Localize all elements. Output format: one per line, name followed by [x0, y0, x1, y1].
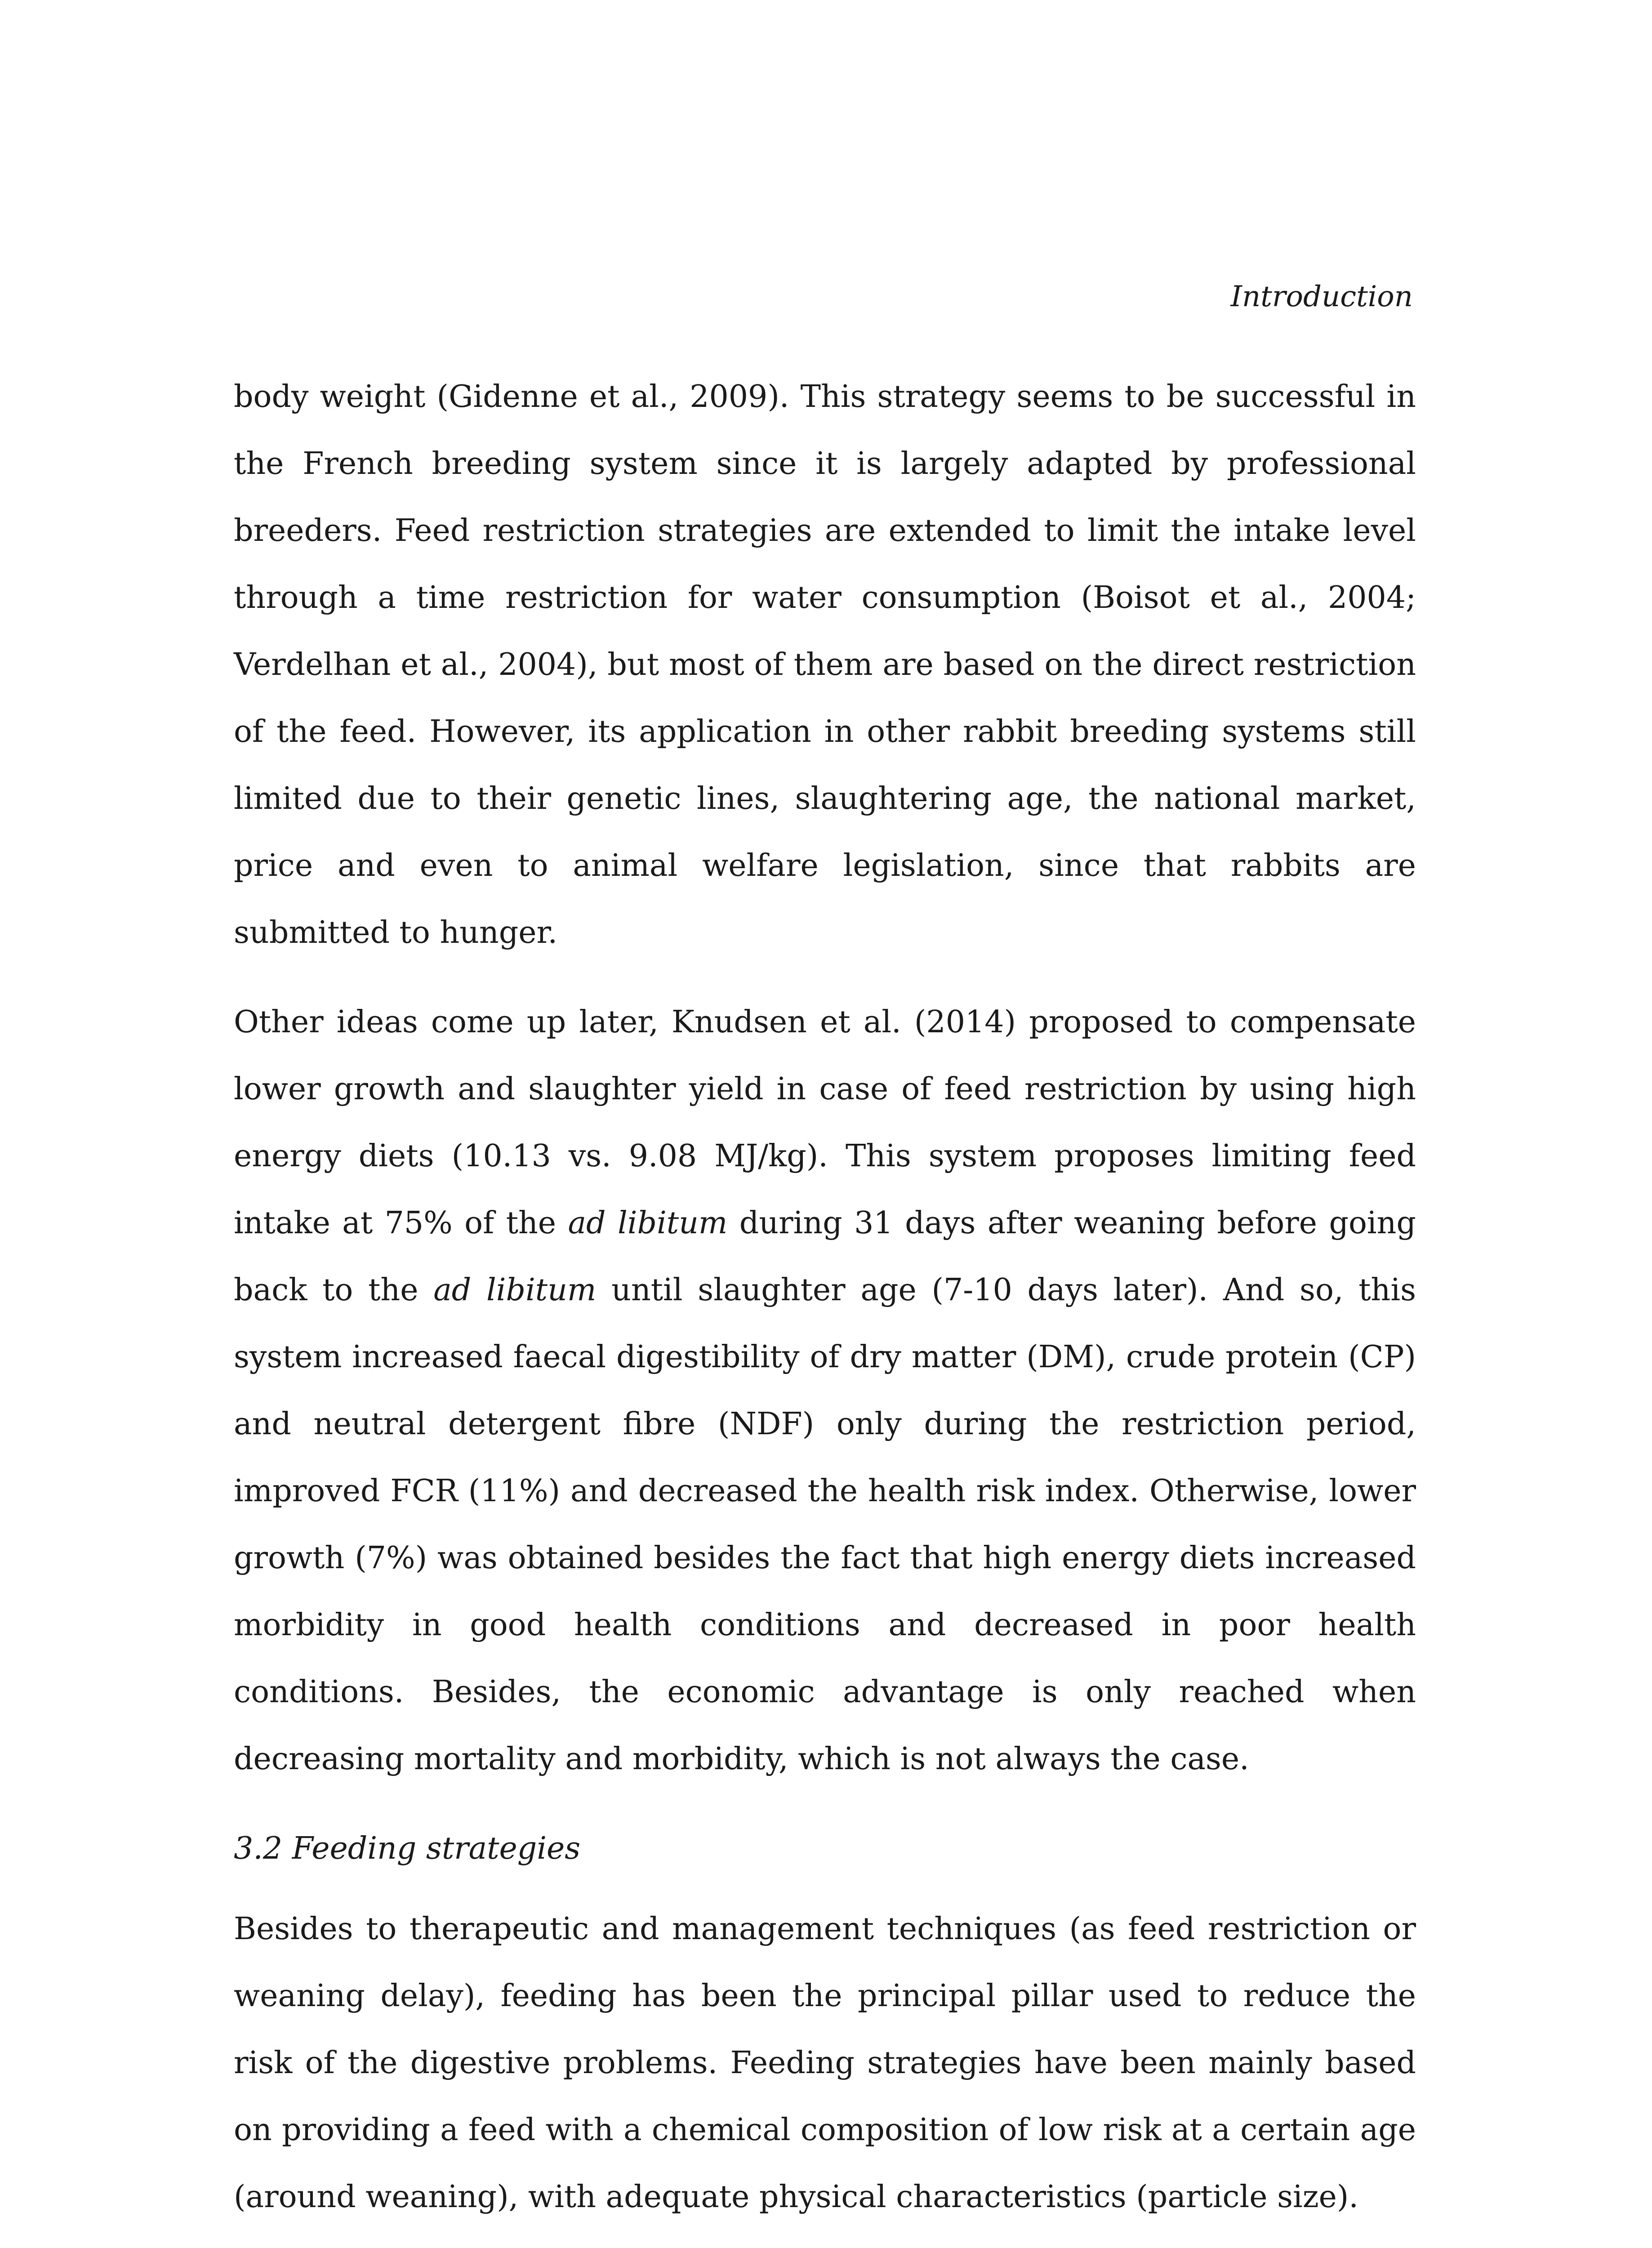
paragraph-text-segment: Other ideas come up later, Knudsen et al. (2014) proposed to compensate lower growth and slaughter yield in case of feed restriction by using high energy diets (10.13 vs. 9.08 MJ/kg). This system proposes limiting feed intake at 75% of the: [234, 1004, 1416, 1241]
section-heading: 3.2 Feeding strategies: [234, 1831, 581, 1866]
body-text: [234, 363, 1416, 2248]
italic-term: ad libitum: [568, 1205, 728, 1241]
paragraph-high-energy-diets: [234, 989, 1416, 1793]
italic-term: ad libitum: [433, 1272, 597, 1308]
paragraph-feed-restriction-end: body weight (Gidenne et al., 2009). This strategy seems to be successful in the French breeding system since it is largely adapted by professional breeders. Feed restriction strategies are extended to limit the intake level through a time restriction for water consumption (Boisot et al., 2004; Verdelhan et al., 2004), but most of them are based on the direct restriction of the feed. However, its application in other rabbit breeding systems still limited due to their genetic lines, slaughtering age, the national market, price and even to animal welfare legislation, since that rabbits are submitted to hunger.: [234, 379, 1416, 950]
paragraph-feeding-strategies: Besides to therapeutic and management techniques (as feed restriction or weaning delay), feeding has been the principal pillar used to reduce the risk of the digestive problems. Feeding strategies have been mainly based on providing a feed with a chemical composition of low risk at a certain age (around weaning), with adequate physical characteristics (particle size).: [234, 1911, 1416, 2215]
running-header: Introduction: [1230, 280, 1413, 313]
paragraph-text-segment: during 31 days after weaning before going back to the: [234, 1205, 1416, 1308]
paragraph-text-segment: until slaughter age (7-10 days later). And so, this system increased faecal digestibility of dry matter (DM), crude protein (CP) and neutral detergent fibre (NDF) only during the restriction period, improved FCR (11%) and decreased the health risk index. Otherwise, lower growth (7%) was obtained besides the fact that high energy diets increased morbidity in good health conditions and decreased in poor health conditions. Besides, the economic advantage is only reached when decreasing mortality and morbidity, which is not always the case.: [234, 1272, 1416, 1777]
